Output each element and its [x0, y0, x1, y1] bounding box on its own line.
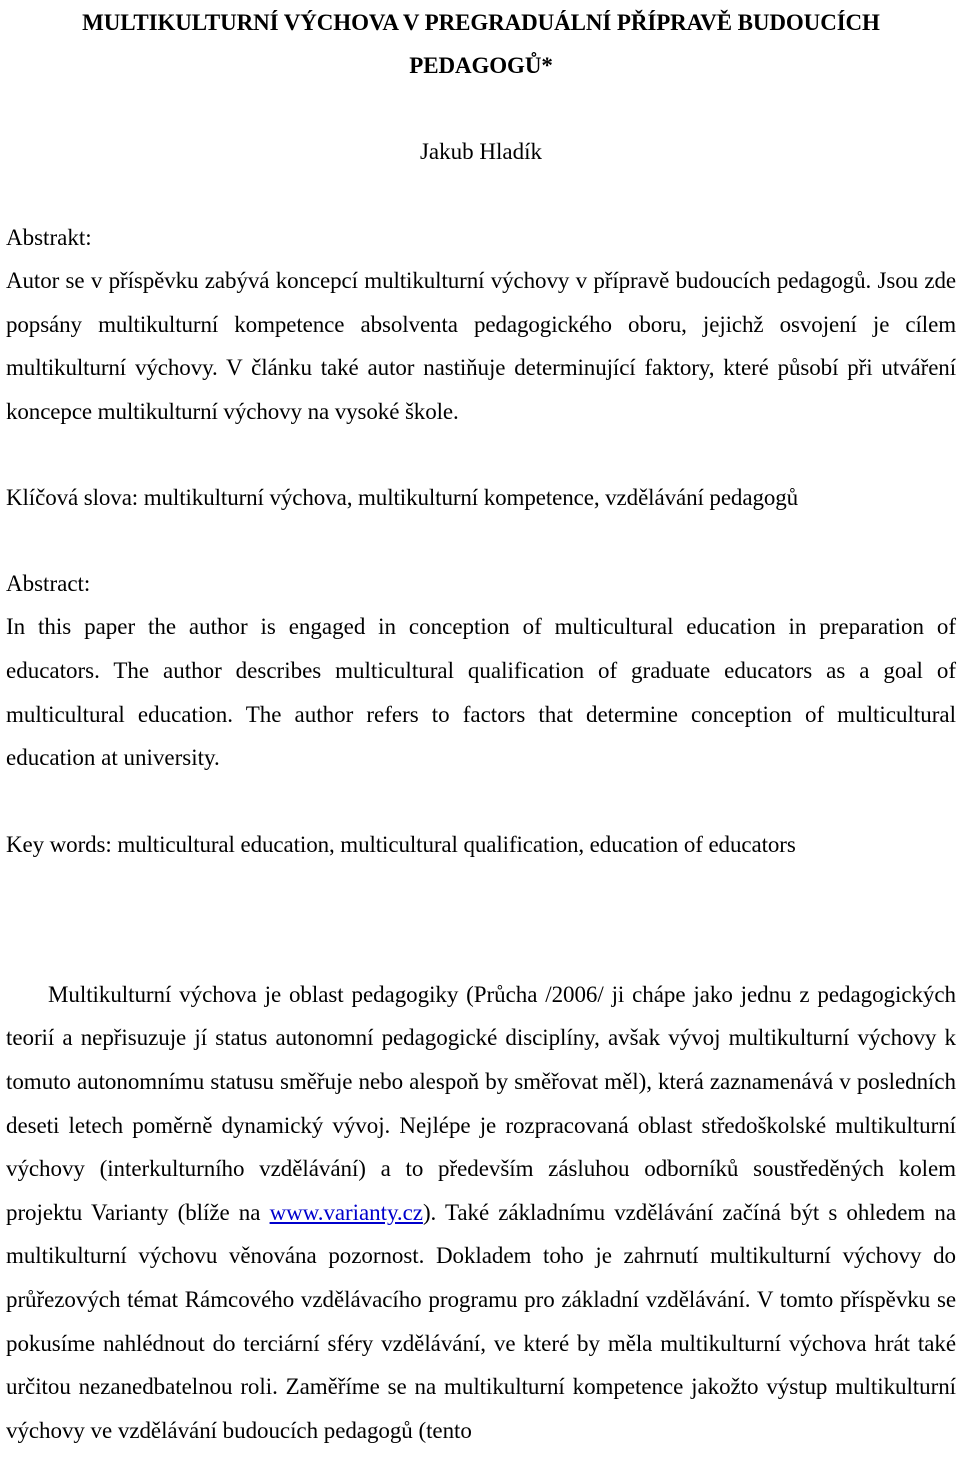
paper-author: Jakub Hladík	[419, 139, 542, 164]
body-text-after-link: ). Také základnímu vzdělávání začíná být s ohledem na multikulturní výchovu věnována pozornost. Dokladem toho je zahrnutí multikulturní výchovy do průřezových témat Rámcového vzdělávacího programu pro základní vzdělávání. V tomto příspěvku se pokusíme nahlédnout do terciární sféry vzdělávání, ve které by měla multikulturní výchova hrát také určitou nezanedbatelnou roli. Zaměříme se na multikulturní kompetence jakožto výstup multikulturní výchovy ve vzdělávání budoucích pedagogů (tento	[6, 1199, 956, 1443]
keywords-cs: Klíčová slova: multikulturní výchova, multikulturní kompetence, vzdělávání pedagogů	[6, 485, 799, 511]
body-paragraph	[6, 973, 956, 1453]
paper-title-line-1: MULTIKULTURNÍ VÝCHOVA V PREGRADUÁLNÍ PŘÍPRAVĚ BUDOUCÍCH	[82, 10, 880, 35]
keywords-en: Key words: multicultural education, multicultural qualification, education of educators	[6, 831, 796, 857]
body-text-before-link: Multikulturní výchova je oblast pedagogiky (Průcha /2006/ ji chápe jako jednu z pedagogických teorií a nepřisuzuje jí status autonomní pedagogické disciplíny, avšak vývoj multikulturní výchovy k tomuto autonomnímu statusu směřuje nebo alespoň by směřovat měl), která zaznamenává v posledních deseti letech poměrně dynamický vývoj. Nejlépe je rozpracovaná oblast středoškolské multikulturní výchovy (interkulturního vzdělávání) a to především zásluhou odborníků soustředěných kolem projektu Varianty (blíže na	[6, 981, 956, 1225]
paper-title	[6, 0, 956, 87]
paper-title-line-2: PEDAGOGŮ*	[409, 53, 553, 78]
abstract-cs-text: Autor se v příspěvku zabývá koncepcí multikulturní výchovy v přípravě budoucích pedagogů. Jsou zde popsány multikulturní kompetence absolventa pedagogického oboru, jejichž osvojení je cílem multikulturní výchovy. V článku také autor nastiňuje determinující faktory, které působí při utváření koncepce multikulturní výchovy na vysoké škole.	[6, 268, 956, 424]
abstract-en-text: In this paper the author is engaged in conception of multicultural education in preparation of educators. The author describes multicultural qualification of graduate educators as a goal of multicultural education. The author refers to factors that determine conception of multicultural education at university.	[6, 614, 956, 771]
document-page	[6, 0, 956, 1452]
abstract-en-label: Abstract:	[6, 571, 91, 597]
abstract-cs-label: Abstrakt:	[6, 225, 92, 250]
varianty-link[interactable]: www.varianty.cz	[269, 1199, 423, 1225]
